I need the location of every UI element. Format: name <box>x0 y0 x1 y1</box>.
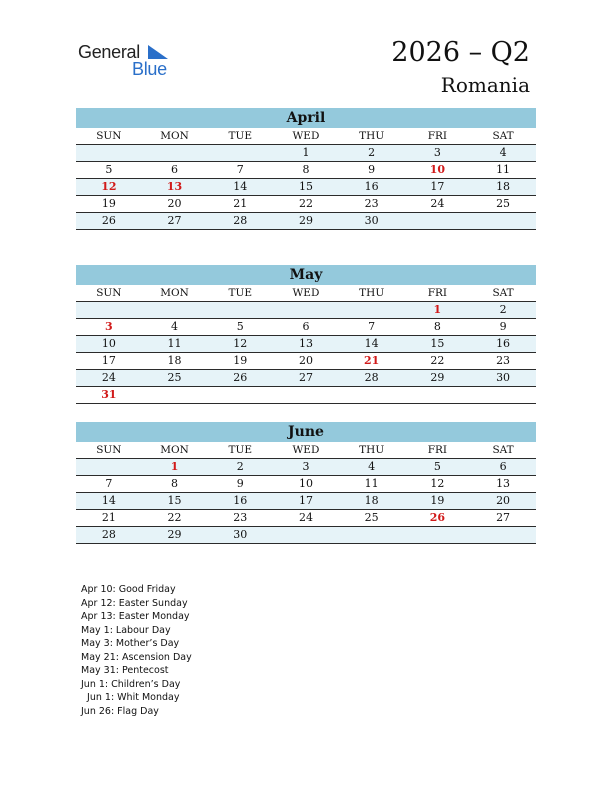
country-name: Romania <box>440 73 530 97</box>
day-cell: 1 <box>302 146 310 159</box>
weekday-label: MON <box>160 130 189 142</box>
day-cell: 28 <box>233 214 248 227</box>
day-cell <box>273 527 339 543</box>
day-cell: 9 <box>236 477 244 490</box>
day-cell: 27 <box>496 511 511 524</box>
day-cell: 10 <box>101 337 116 350</box>
weekday-label: THU <box>359 287 385 299</box>
day-cell <box>76 302 142 318</box>
holiday-day-cell: 10 <box>429 163 446 176</box>
logo <box>78 42 178 78</box>
holiday-list-item: Jun 1: Children’s Day <box>81 678 181 690</box>
day-cell: 23 <box>364 197 379 210</box>
weekday-label: SAT <box>492 287 514 299</box>
holiday-day-cell: 1 <box>433 303 442 316</box>
weekday-label: TUE <box>228 287 253 299</box>
day-cell <box>142 387 208 403</box>
day-cell: 30 <box>496 371 511 384</box>
day-cell <box>405 527 471 543</box>
day-cell: 5 <box>236 320 244 333</box>
holiday-list-item: May 21: Ascension Day <box>81 651 192 663</box>
month-calendar-may <box>76 265 536 404</box>
day-cell <box>76 145 142 161</box>
logo-text-blue: Blue <box>132 59 167 79</box>
holiday-day-cell: 26 <box>429 511 446 524</box>
holiday-day-cell: 31 <box>101 388 117 401</box>
weekday-header-row <box>76 285 536 302</box>
day-cell <box>207 387 273 403</box>
day-cell: 16 <box>233 494 248 507</box>
day-cell: 14 <box>364 337 379 350</box>
day-cell: 25 <box>364 511 379 524</box>
day-cell: 11 <box>167 337 182 350</box>
weekday-label: WED <box>292 444 320 456</box>
holiday-list-item: May 3: Mother’s Day <box>81 638 180 649</box>
holiday-list-item: May 1: Labour Day <box>81 624 171 636</box>
day-cell: 10 <box>298 477 313 490</box>
weekday-label: SUN <box>96 130 122 142</box>
week-row <box>76 387 536 404</box>
day-cell: 19 <box>430 494 445 507</box>
month-calendar-april <box>76 108 536 230</box>
weekday-label: THU <box>359 130 385 142</box>
day-cell: 7 <box>368 320 376 333</box>
day-cell: 18 <box>167 354 182 367</box>
day-cell: 14 <box>101 494 116 507</box>
day-cell: 19 <box>101 197 116 210</box>
day-cell: 8 <box>433 320 441 333</box>
day-cell: 8 <box>171 477 179 490</box>
holiday-day-cell: 13 <box>166 180 183 193</box>
day-cell <box>273 302 339 318</box>
day-cell: 26 <box>101 214 116 227</box>
week-row <box>76 476 536 493</box>
day-cell: 13 <box>496 477 511 490</box>
day-cell: 2 <box>499 303 507 316</box>
day-cell: 6 <box>302 320 310 333</box>
day-cell <box>207 145 273 161</box>
weekday-label: TUE <box>228 444 253 456</box>
day-cell: 17 <box>101 354 116 367</box>
day-cell <box>405 213 471 229</box>
day-cell: 8 <box>302 163 310 176</box>
day-cell: 6 <box>171 163 179 176</box>
day-cell: 15 <box>167 494 182 507</box>
week-row <box>76 459 536 476</box>
day-cell: 22 <box>298 197 313 210</box>
weekday-header-row <box>76 442 536 459</box>
week-row <box>76 196 536 213</box>
page-title: 2026 – Q2 <box>391 37 530 68</box>
day-cell: 15 <box>298 180 313 193</box>
day-cell <box>470 213 536 229</box>
weekday-label: THU <box>359 444 385 456</box>
day-cell <box>76 459 142 475</box>
holiday-day-cell: 1 <box>170 460 179 473</box>
day-cell <box>339 527 405 543</box>
day-cell: 4 <box>499 146 507 159</box>
weekday-label: SAT <box>492 444 514 456</box>
day-cell: 9 <box>368 163 376 176</box>
holiday-list <box>81 583 192 718</box>
day-cell: 23 <box>233 511 248 524</box>
week-row <box>76 162 536 179</box>
day-cell: 20 <box>496 494 511 507</box>
day-cell: 28 <box>364 371 379 384</box>
day-cell: 25 <box>496 197 511 210</box>
day-cell: 19 <box>233 354 248 367</box>
day-cell <box>405 387 471 403</box>
holiday-list-item: Jun 26: Flag Day <box>81 705 159 717</box>
weekday-label: SUN <box>96 444 122 456</box>
day-cell: 23 <box>496 354 511 367</box>
day-cell <box>339 302 405 318</box>
day-cell: 22 <box>167 511 182 524</box>
day-cell: 14 <box>233 180 248 193</box>
day-cell: 7 <box>105 477 113 490</box>
day-cell: 28 <box>101 528 116 541</box>
day-cell: 7 <box>236 163 244 176</box>
weekday-header-row <box>76 128 536 145</box>
day-cell: 3 <box>302 460 310 473</box>
day-cell: 25 <box>167 371 182 384</box>
day-cell: 20 <box>298 354 313 367</box>
week-row <box>76 510 536 527</box>
weekday-label: SUN <box>96 287 122 299</box>
holiday-list-item: May 31: Pentecost <box>81 665 169 676</box>
day-cell: 16 <box>364 180 379 193</box>
day-cell: 27 <box>298 371 313 384</box>
day-cell: 15 <box>430 337 445 350</box>
holiday-day-cell: 12 <box>101 180 117 193</box>
day-cell: 29 <box>167 528 182 541</box>
day-cell: 5 <box>433 460 441 473</box>
holiday-day-cell: 21 <box>364 354 380 367</box>
day-cell: 22 <box>430 354 445 367</box>
week-row <box>76 179 536 196</box>
week-row <box>76 145 536 162</box>
day-cell: 18 <box>364 494 379 507</box>
day-cell: 4 <box>368 460 376 473</box>
day-cell: 24 <box>430 197 445 210</box>
day-cell: 5 <box>105 163 113 176</box>
week-row <box>76 319 536 336</box>
day-cell: 20 <box>167 197 182 210</box>
holiday-list-item: Apr 13: Easter Monday <box>81 611 190 622</box>
day-cell <box>470 387 536 403</box>
day-cell: 27 <box>167 214 182 227</box>
day-cell <box>339 387 405 403</box>
logo-text-general: General <box>78 42 140 62</box>
day-cell <box>142 145 208 161</box>
week-row <box>76 302 536 319</box>
day-cell: 12 <box>430 477 445 490</box>
holiday-list-item: Apr 10: Good Friday <box>81 584 176 595</box>
weekday-label: FRI <box>427 444 448 456</box>
day-cell: 13 <box>298 337 313 350</box>
day-cell: 21 <box>101 511 116 524</box>
week-row <box>76 336 536 353</box>
weekday-label: TUE <box>228 130 253 142</box>
day-cell: 4 <box>171 320 179 333</box>
month-header: June <box>76 422 536 442</box>
week-row <box>76 213 536 230</box>
day-cell <box>207 302 273 318</box>
day-cell <box>142 302 208 318</box>
day-cell: 16 <box>496 337 511 350</box>
day-cell: 29 <box>430 371 445 384</box>
week-row <box>76 353 536 370</box>
month-calendar-june <box>76 422 536 544</box>
day-cell: 21 <box>233 197 248 210</box>
day-cell: 29 <box>298 214 313 227</box>
day-cell: 30 <box>364 214 379 227</box>
day-cell: 2 <box>368 146 376 159</box>
day-cell: 30 <box>233 528 248 541</box>
blue-triangle-icon <box>148 45 168 59</box>
holiday-list-item: Jun 1: Whit Monday <box>81 692 180 703</box>
holiday-list-item: Apr 12: Easter Sunday <box>81 597 188 609</box>
day-cell: 24 <box>101 371 116 384</box>
week-row <box>76 370 536 387</box>
day-cell: 17 <box>298 494 313 507</box>
weekday-label: FRI <box>427 130 448 142</box>
day-cell: 11 <box>364 477 379 490</box>
holiday-day-cell: 3 <box>105 320 113 333</box>
weekday-label: MON <box>160 444 189 456</box>
weekday-label: WED <box>292 130 320 142</box>
day-cell: 6 <box>499 460 507 473</box>
day-cell: 17 <box>430 180 445 193</box>
day-cell: 26 <box>233 371 248 384</box>
day-cell: 12 <box>233 337 248 350</box>
day-cell: 11 <box>496 163 511 176</box>
week-row <box>76 527 536 544</box>
month-header: May <box>76 265 536 285</box>
weekday-label: SAT <box>492 130 514 142</box>
day-cell <box>470 527 536 543</box>
day-cell <box>273 387 339 403</box>
week-row <box>76 493 536 510</box>
day-cell: 24 <box>298 511 313 524</box>
day-cell: 2 <box>236 460 244 473</box>
month-header: April <box>76 108 536 128</box>
weekday-label: WED <box>292 287 320 299</box>
weekday-label: FRI <box>427 287 448 299</box>
day-cell: 18 <box>496 180 511 193</box>
day-cell: 9 <box>499 320 507 333</box>
weekday-label: MON <box>160 287 189 299</box>
day-cell: 3 <box>433 146 441 159</box>
